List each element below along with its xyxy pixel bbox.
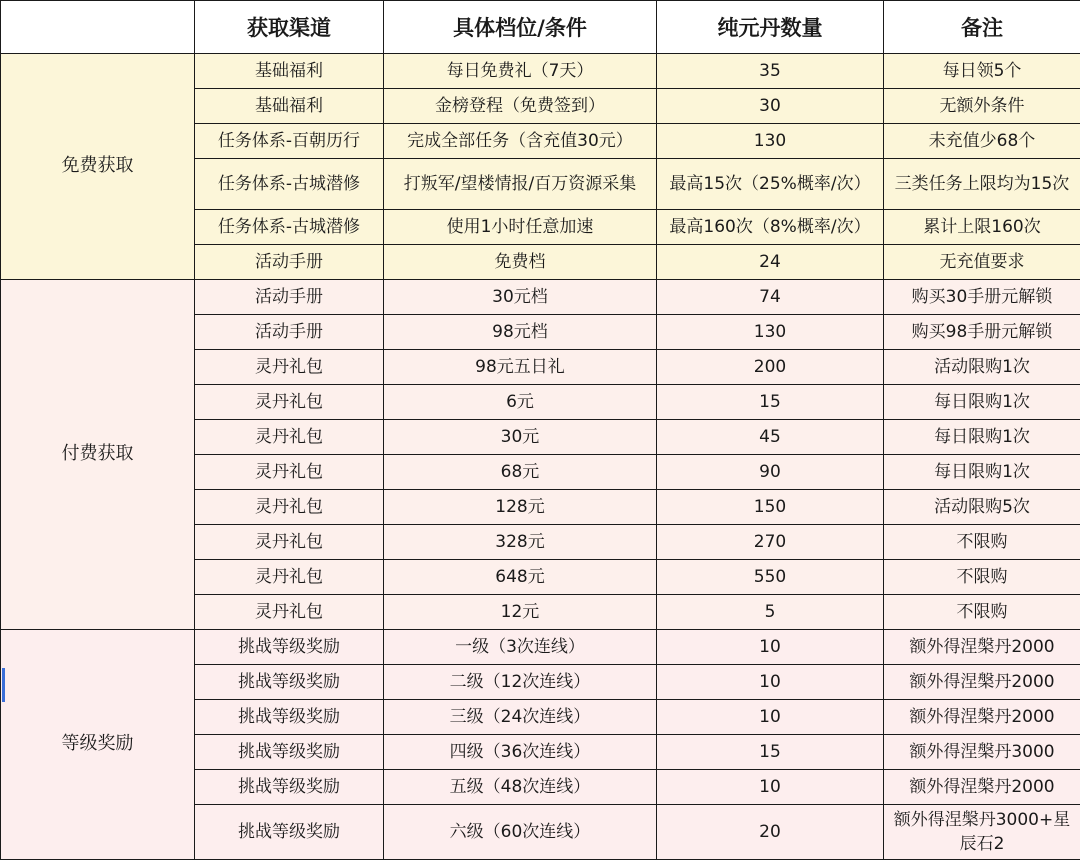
cell-remark[interactable]: 三类任务上限均为15次	[884, 159, 1080, 210]
cell-channel[interactable]: 灵丹礼包	[195, 489, 384, 524]
cell-condition[interactable]: 二级（12次连线）	[384, 664, 657, 699]
cell-remark[interactable]: 购买98手册元解锁	[884, 314, 1080, 349]
cell-quantity[interactable]: 130	[657, 314, 884, 349]
cell-channel[interactable]: 活动手册	[195, 279, 384, 314]
cell-condition[interactable]: 免费档	[384, 244, 657, 279]
cell-channel[interactable]: 灵丹礼包	[195, 384, 384, 419]
cell-condition[interactable]: 648元	[384, 559, 657, 594]
cell-condition[interactable]: 五级（48次连线）	[384, 769, 657, 804]
cell-channel[interactable]: 灵丹礼包	[195, 454, 384, 489]
cell-channel[interactable]: 挑战等级奖励	[195, 699, 384, 734]
cell-quantity[interactable]: 150	[657, 489, 884, 524]
cell-quantity[interactable]: 45	[657, 419, 884, 454]
cell-quantity[interactable]: 24	[657, 244, 884, 279]
cell-channel[interactable]: 挑战等级奖励	[195, 629, 384, 664]
cell-condition[interactable]: 打叛军/望楼情报/百万资源采集	[384, 159, 657, 210]
cell-condition[interactable]: 30元档	[384, 279, 657, 314]
header-corner[interactable]	[1, 1, 195, 54]
cell-channel[interactable]: 灵丹礼包	[195, 524, 384, 559]
cell-remark[interactable]: 不限购	[884, 524, 1080, 559]
row-selection-marker	[2, 668, 5, 702]
group-free[interactable]: 免费获取	[1, 54, 195, 280]
cell-quantity[interactable]: 130	[657, 124, 884, 159]
cell-quantity[interactable]: 10	[657, 629, 884, 664]
cell-channel[interactable]: 任务体系-古城潜修	[195, 209, 384, 244]
cell-channel[interactable]: 活动手册	[195, 244, 384, 279]
cell-channel[interactable]: 挑战等级奖励	[195, 804, 384, 859]
cell-channel[interactable]: 灵丹礼包	[195, 594, 384, 629]
cell-channel[interactable]: 挑战等级奖励	[195, 734, 384, 769]
cell-quantity[interactable]: 90	[657, 454, 884, 489]
cell-channel[interactable]: 任务体系-百朝历行	[195, 124, 384, 159]
cell-quantity[interactable]: 15	[657, 734, 884, 769]
cell-channel[interactable]: 基础福利	[195, 89, 384, 124]
cell-remark[interactable]: 无充值要求	[884, 244, 1080, 279]
cell-quantity[interactable]: 15	[657, 384, 884, 419]
header-remark[interactable]: 备注	[884, 1, 1080, 54]
table-row	[1, 629, 1080, 664]
cell-remark[interactable]: 额外得涅槃丹3000+星辰石2	[884, 804, 1080, 859]
cell-remark[interactable]: 无额外条件	[884, 89, 1080, 124]
cell-channel[interactable]: 基础福利	[195, 54, 384, 89]
cell-remark[interactable]: 每日限购1次	[884, 419, 1080, 454]
table-row	[1, 279, 1080, 314]
cell-remark[interactable]: 额外得涅槃丹2000	[884, 699, 1080, 734]
cell-remark[interactable]: 不限购	[884, 594, 1080, 629]
table-row	[1, 54, 1080, 89]
cell-remark[interactable]: 每日限购1次	[884, 454, 1080, 489]
cell-condition[interactable]: 68元	[384, 454, 657, 489]
cell-condition[interactable]: 四级（36次连线）	[384, 734, 657, 769]
cell-condition[interactable]: 328元	[384, 524, 657, 559]
cell-remark[interactable]: 额外得涅槃丹3000	[884, 734, 1080, 769]
cell-quantity[interactable]: 最高160次（8%概率/次）	[657, 209, 884, 244]
cell-remark[interactable]: 活动限购1次	[884, 349, 1080, 384]
cell-channel[interactable]: 灵丹礼包	[195, 559, 384, 594]
cell-quantity[interactable]: 10	[657, 769, 884, 804]
cell-remark[interactable]: 累计上限160次	[884, 209, 1080, 244]
cell-channel[interactable]: 挑战等级奖励	[195, 769, 384, 804]
cell-quantity[interactable]: 最高15次（25%概率/次）	[657, 159, 884, 210]
cell-condition[interactable]: 98元五日礼	[384, 349, 657, 384]
header-quantity[interactable]: 纯元丹数量	[657, 1, 884, 54]
cell-remark[interactable]: 活动限购5次	[884, 489, 1080, 524]
cell-remark[interactable]: 不限购	[884, 559, 1080, 594]
cell-remark[interactable]: 每日限购1次	[884, 384, 1080, 419]
cell-condition[interactable]: 完成全部任务（含充值30元）	[384, 124, 657, 159]
cell-condition[interactable]: 98元档	[384, 314, 657, 349]
cell-remark[interactable]: 额外得涅槃丹2000	[884, 769, 1080, 804]
cell-condition[interactable]: 每日免费礼（7天）	[384, 54, 657, 89]
cell-condition[interactable]: 6元	[384, 384, 657, 419]
cell-condition[interactable]: 12元	[384, 594, 657, 629]
cell-condition[interactable]: 30元	[384, 419, 657, 454]
cell-quantity[interactable]: 270	[657, 524, 884, 559]
cell-channel[interactable]: 活动手册	[195, 314, 384, 349]
cell-remark[interactable]: 购买30手册元解锁	[884, 279, 1080, 314]
cell-condition[interactable]: 一级（3次连线）	[384, 629, 657, 664]
cell-condition[interactable]: 三级（24次连线）	[384, 699, 657, 734]
cell-condition[interactable]: 128元	[384, 489, 657, 524]
cell-remark[interactable]: 额外得涅槃丹2000	[884, 664, 1080, 699]
cell-remark[interactable]: 每日领5个	[884, 54, 1080, 89]
cell-remark[interactable]: 未充值少68个	[884, 124, 1080, 159]
cell-remark[interactable]: 额外得涅槃丹2000	[884, 629, 1080, 664]
cell-quantity[interactable]: 30	[657, 89, 884, 124]
header-row	[1, 1, 1080, 54]
cell-condition[interactable]: 六级（60次连线）	[384, 804, 657, 859]
cell-quantity[interactable]: 200	[657, 349, 884, 384]
group-paid[interactable]: 付费获取	[1, 279, 195, 629]
group-level[interactable]: 等级奖励	[1, 629, 195, 859]
cell-quantity[interactable]: 5	[657, 594, 884, 629]
cell-condition[interactable]: 金榜登程（免费签到）	[384, 89, 657, 124]
cell-quantity[interactable]: 550	[657, 559, 884, 594]
cell-quantity[interactable]: 74	[657, 279, 884, 314]
header-condition[interactable]: 具体档位/条件	[384, 1, 657, 54]
cell-quantity[interactable]: 10	[657, 664, 884, 699]
cell-channel[interactable]: 灵丹礼包	[195, 349, 384, 384]
cell-channel[interactable]: 灵丹礼包	[195, 419, 384, 454]
cell-channel[interactable]: 挑战等级奖励	[195, 664, 384, 699]
cell-quantity[interactable]: 35	[657, 54, 884, 89]
cell-condition[interactable]: 使用1小时任意加速	[384, 209, 657, 244]
cell-quantity[interactable]: 10	[657, 699, 884, 734]
cell-channel[interactable]: 任务体系-古城潜修	[195, 159, 384, 210]
header-channel[interactable]: 获取渠道	[195, 1, 384, 54]
cell-quantity[interactable]: 20	[657, 804, 884, 859]
